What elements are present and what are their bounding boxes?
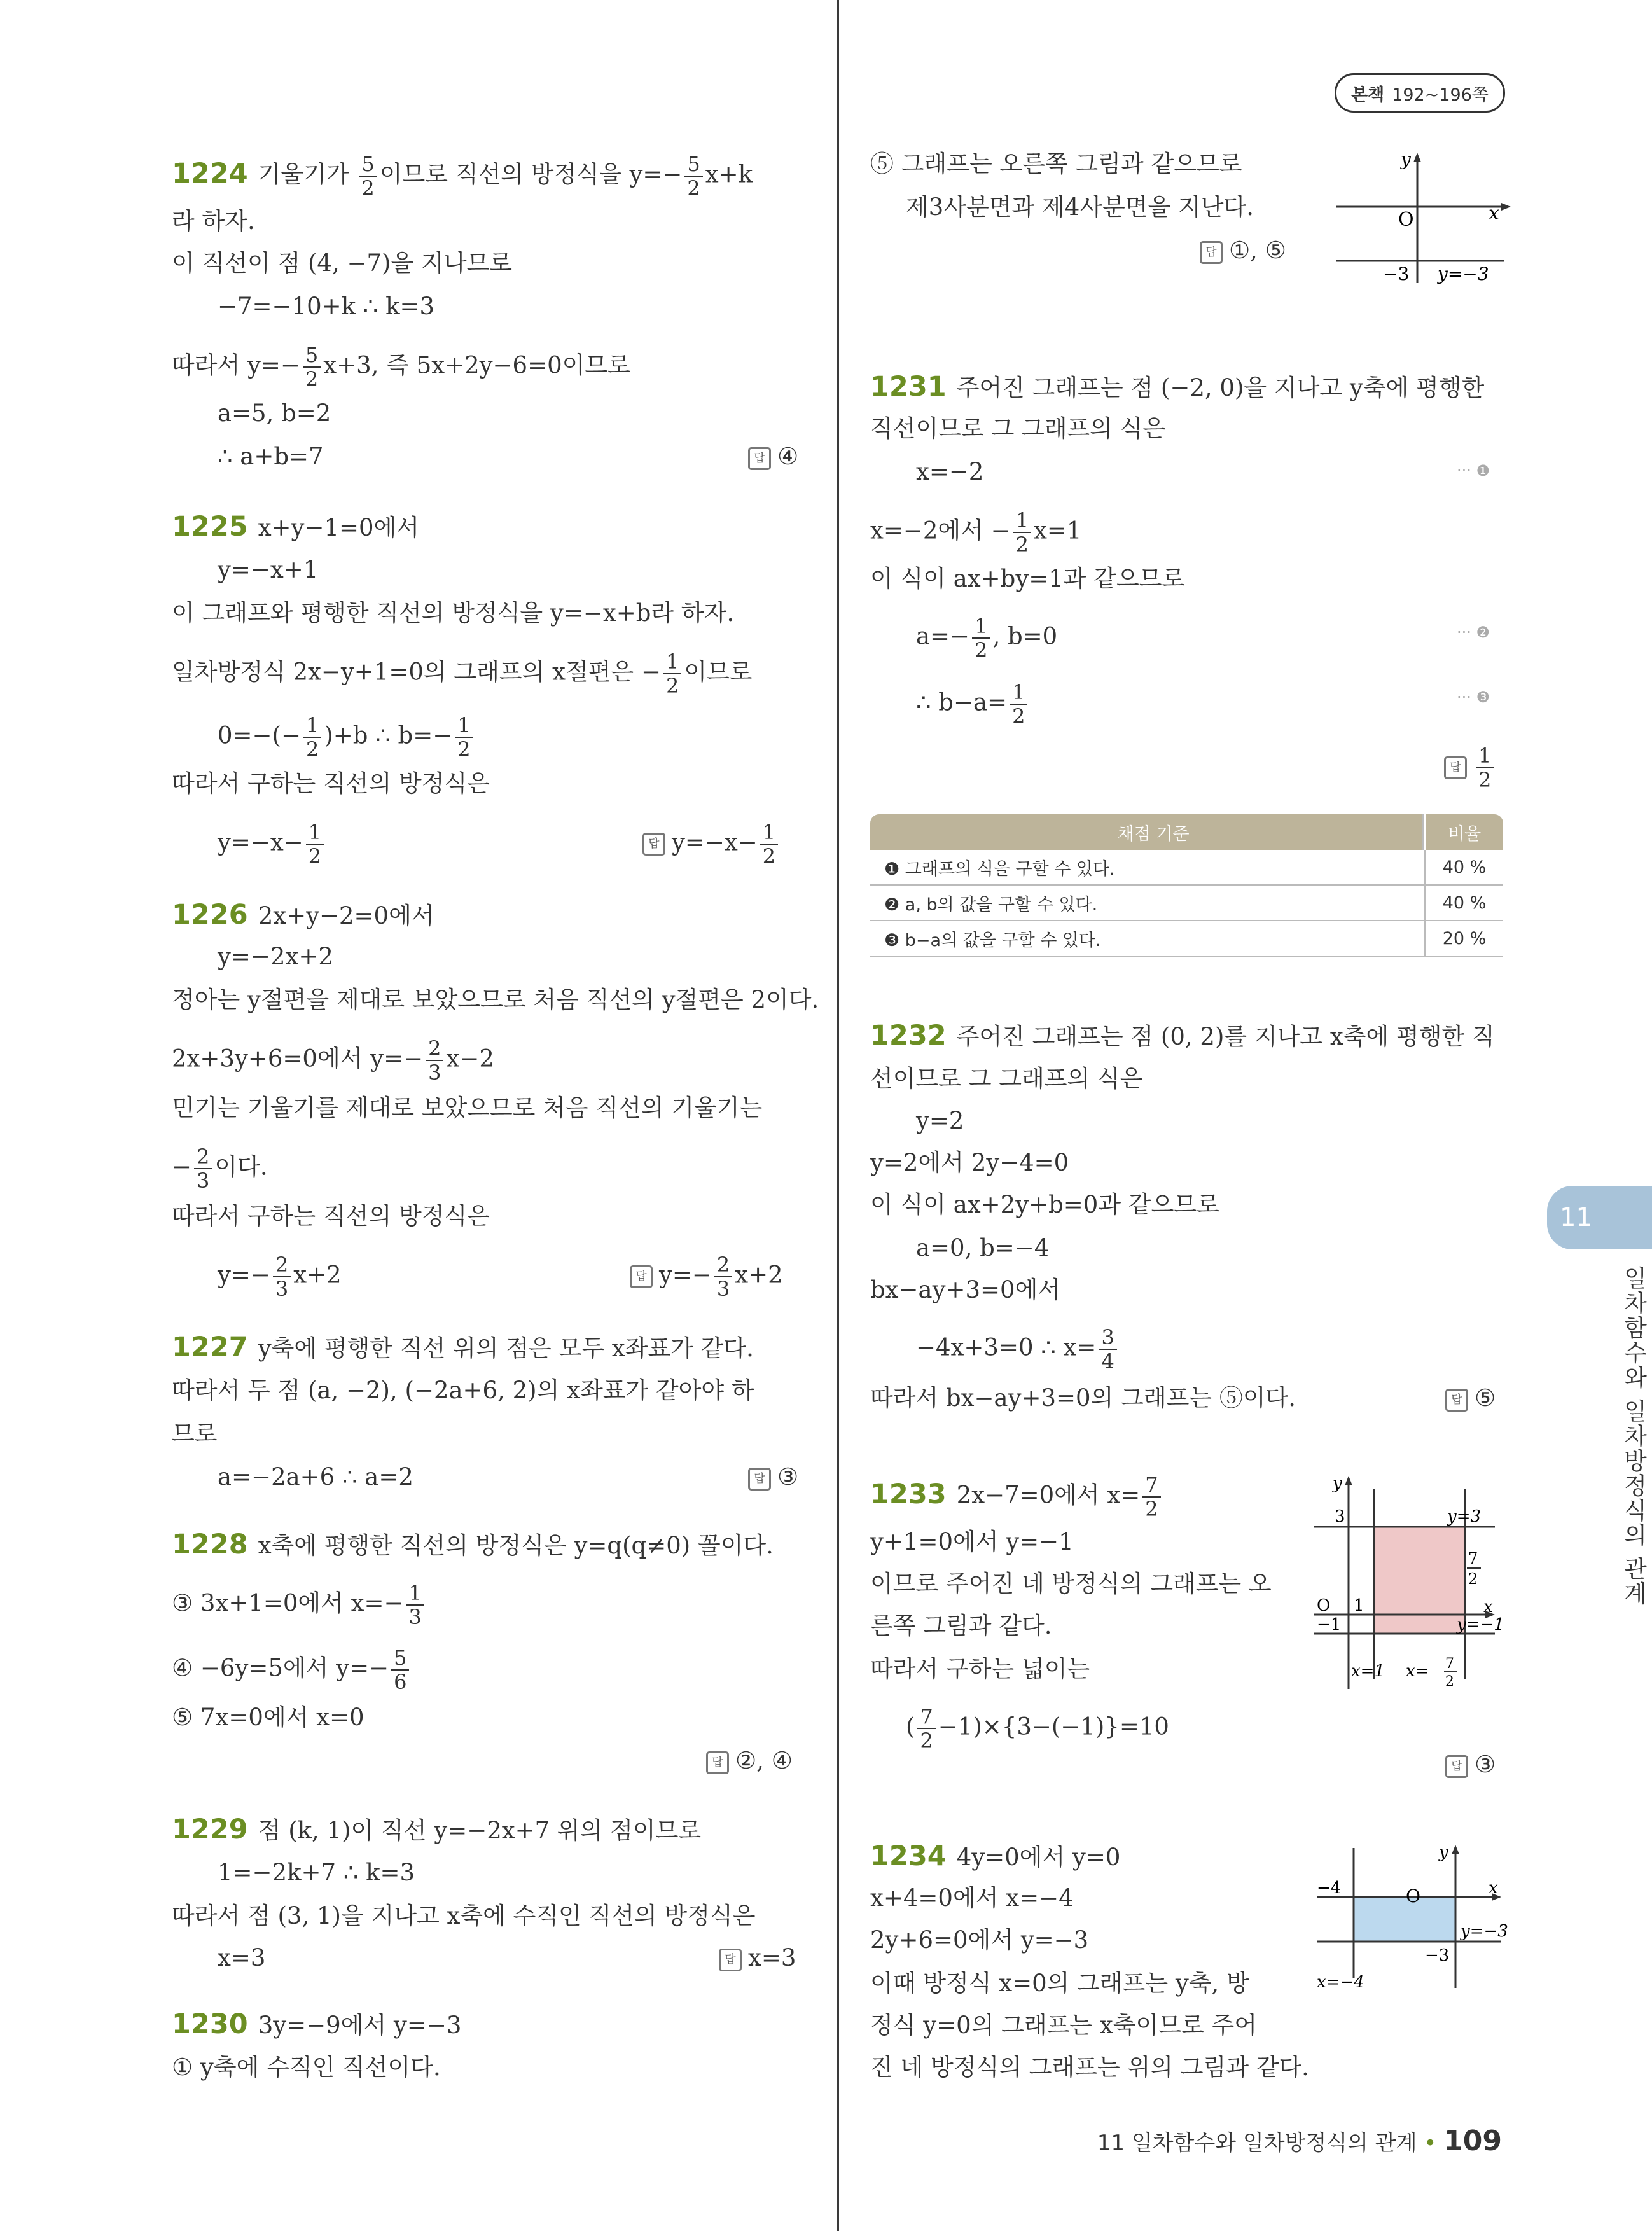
text-line: y=2 — [916, 1107, 964, 1134]
text-line: 이 식이 ax+by=1과 같으므로 — [870, 565, 1185, 592]
text-line: ∴ a+b=7 — [218, 443, 324, 470]
label-y-neg1: y=−1 — [1457, 1615, 1504, 1634]
text-line: bx−ay+3=0에서 — [870, 1276, 1061, 1303]
text-line: 므로 — [172, 1420, 218, 1447]
table-header: 채점 기준 — [870, 814, 1424, 850]
text-line: 따라서 구하는 직선의 방정식은 — [172, 770, 490, 797]
text-line: 라 하자. — [172, 207, 255, 235]
answer-1231: 답 $\frac{1}{2}$ — [1444, 744, 1496, 791]
p1232-line1: 1232 주어진 그래프는 점 (0, 2)를 지나고 x축에 평행한 직 — [870, 1020, 1495, 1052]
text-line: 이므로 주어진 네 방정식의 그래프는 오 — [870, 1570, 1272, 1597]
text-line: 따라서 점 (3, 1)을 지나고 x축에 수직인 직선의 방정식은 — [172, 1902, 756, 1929]
p1233-line1: 1233 2x−7=0에서 x= $\frac{7}{2}$ — [870, 1473, 1163, 1520]
label-x: x — [1489, 1879, 1498, 1898]
column-divider — [837, 0, 839, 2231]
footer-chapter: 11 일차함수와 일차방정식의 관계 — [1097, 2130, 1417, 2156]
answer-1230: 답 ①, ⑤ — [1200, 233, 1286, 268]
label-7: 7 — [1445, 1656, 1454, 1672]
answer-icon: 답 — [630, 1265, 653, 1288]
text-line: a=−2a+6 ∴ a=2 — [218, 1463, 413, 1491]
text-line: x+4=0에서 x=−4 — [870, 1884, 1074, 1912]
text-line: 이때 방정식 x=0의 그래프는 y축, 방 — [870, 1970, 1249, 1997]
answer-1226: 답 y=− $\frac{2}{3}$ x+2 — [630, 1253, 783, 1300]
answer-1233: 답 ③ — [1445, 1747, 1496, 1783]
text-line: −7=−10+k ∴ k=3 — [218, 293, 435, 320]
p1228-line2: ③ 3x+1=0에서 x=− $\frac{1}{3}$ — [172, 1581, 427, 1629]
answer-icon: 답 — [1445, 1755, 1468, 1778]
graph-1234 — [1310, 1838, 1514, 1998]
label-neg1: −1 — [1317, 1615, 1342, 1634]
table-header: 비율 — [1426, 814, 1503, 850]
p1234-line1: 1234 4y=0에서 y=0 — [870, 1840, 1121, 1872]
text-line: 진 네 방정식의 그래프는 위의 그림과 같다. — [870, 2054, 1309, 2081]
label-neg3: −3 — [1383, 263, 1410, 284]
p1227-line1: 1227 y축에 평행한 직선 위의 점은 모두 x좌표가 같다. — [172, 1331, 754, 1363]
text-line: 이 직선이 점 (4, −7)을 지나므로 — [172, 249, 512, 277]
label-x72: x= — [1406, 1662, 1429, 1681]
label-y: y — [1439, 1843, 1448, 1862]
y-axis-arrow-icon — [1413, 153, 1421, 162]
shaded-region — [1374, 1527, 1465, 1634]
text-line: 정식 y=0의 그래프는 x축이므로 주어 — [870, 2012, 1258, 2039]
p1226-line1: 1226 2x+y−2=0에서 — [172, 899, 434, 931]
label-y-neg3: y=−3 — [1461, 1922, 1508, 1941]
answer-icon: 답 — [748, 447, 771, 470]
label-neg4: −4 — [1317, 1879, 1342, 1898]
answer-icon: 답 — [1445, 1389, 1468, 1412]
answer-icon: 답 — [719, 1949, 742, 1971]
p1229-line1: 1229 점 (k, 1)이 직선 y=−2x+7 위의 점이므로 — [172, 1814, 702, 1845]
text-line: 2y+6=0에서 y=−3 — [870, 1926, 1089, 1954]
text-line: 른쪽 그림과 같다. — [870, 1612, 1052, 1639]
p1233-line6: ( $\frac{7}{2}$ −1)×{3−(−1)}=10 — [906, 1704, 1169, 1753]
p1226-line4: 2x+3y+6=0에서 y=− $\frac{2}{3}$ x−2 — [172, 1036, 494, 1085]
answer-icon: 답 — [642, 833, 665, 856]
p1226-line6: − $\frac{2}{3}$ 이다. — [172, 1144, 268, 1193]
p1225-line1: 1225 x+y−1=0에서 — [172, 511, 420, 543]
p1230-line1: 1230 3y=−9에서 y=−3 — [172, 2008, 462, 2040]
p1225-line5: 0=−(− $\frac{1}{2}$ )+b ∴ b=− $\frac{1}{2}$ — [218, 714, 476, 761]
chapter-title-vertical: 일차함수와 일차방정식의 관계 — [1620, 1266, 1647, 1606]
table-row: ❶ 그래프의 식을 구할 수 있다. 40 % — [870, 850, 1503, 886]
text-line: ⑤ 그래프는 오른쪽 그림과 같으므로 — [870, 150, 1242, 177]
p1228-line3: ④ −6y=5에서 y=− $\frac{5}{6}$ — [172, 1646, 412, 1693]
step-marker: ··· ❶ — [1457, 462, 1490, 480]
answer-1227: 답 ③ — [748, 1459, 798, 1495]
label-y3: y=3 — [1447, 1507, 1482, 1526]
page-number: 109 — [1443, 2125, 1502, 2157]
answer-1229: 답 x=3 — [719, 1940, 796, 1976]
step-marker: ··· ❷ — [1457, 623, 1490, 641]
label-x: x — [1483, 1597, 1493, 1616]
text-line: 이 식이 ax+2y+b=0과 같으므로 — [870, 1191, 1219, 1218]
label-neg3: −3 — [1425, 1946, 1450, 1965]
label-origin: O — [1317, 1596, 1331, 1615]
text-line: 선이므로 그 그래프의 식은 — [870, 1065, 1143, 1092]
label-x: x — [1489, 202, 1499, 225]
label-x1: x=1 — [1351, 1662, 1385, 1681]
p1226-line8: y=− $\frac{2}{3}$ x+2 — [218, 1253, 342, 1301]
text-line: a=0, b=−4 — [916, 1234, 1050, 1261]
answer-icon: 답 — [1444, 756, 1467, 779]
text-line: ⑤ 7x=0에서 x=0 — [172, 1704, 364, 1731]
p1228-line1: 1228 x축에 평행한 직선의 방정식은 y=q(q≠0) 꼴이다. — [172, 1529, 774, 1560]
reference-badge: 본책 192~196쪽 — [1335, 73, 1505, 113]
answer-icon: 답 — [1200, 241, 1223, 264]
text-line: y+1=0에서 y=−1 — [870, 1528, 1074, 1555]
shaded-region — [1354, 1897, 1455, 1942]
text-line: y=2에서 2y−4=0 — [870, 1149, 1069, 1176]
label-y: y — [1333, 1474, 1342, 1493]
label-2: 2 — [1445, 1674, 1454, 1690]
label-origin: O — [1398, 209, 1414, 231]
p1225-line7: y=−x− $\frac{1}{2}$ — [218, 821, 326, 868]
p1224-line1: 1224 기울기가 $\frac{5}{2}$ 이므로 직선의 방정식을 y=− $\frac{5}{2}$ x+k — [172, 152, 753, 200]
answer-1228: 답 ②, ④ — [706, 1743, 793, 1779]
chapter-tab[interactable]: 11 — [1547, 1186, 1652, 1249]
table-row: ❷ a, b의 값을 구할 수 있다. 40 % — [870, 886, 1503, 921]
text-line: 따라서 구하는 넓이는 — [870, 1655, 1090, 1683]
text-line: 제3사분면과 제4사분면을 지난다. — [906, 193, 1254, 221]
answer-1232: 답 ⑤ — [1445, 1380, 1496, 1416]
p1231-line1: 1231 주어진 그래프는 점 (−2, 0)을 지나고 y축에 평행한 — [870, 371, 1485, 403]
answer-1224: 답 ④ — [748, 439, 798, 475]
answer-icon: 답 — [706, 1751, 729, 1774]
label-line: y=−3 — [1438, 263, 1489, 284]
answer-1225: 답 y=−x− $\frac{1}{2}$ — [642, 821, 781, 868]
p1224-line5: 따라서 y=− $\frac{5}{2}$ x+3, 즉 5x+2y−6=0이므로 — [172, 343, 630, 391]
grading-table — [870, 814, 1503, 957]
p1232-line8: −4x+3=0 ∴ x= $\frac{3}{4}$ — [916, 1326, 1120, 1373]
text-line: ① y축에 수직인 직선이다. — [172, 2054, 441, 2081]
label-2: 2 — [1468, 1570, 1478, 1588]
text-line: a=5, b=2 — [218, 400, 331, 427]
text-line: x=−2 — [916, 458, 984, 485]
p1231-line6: a=− $\frac{1}{2}$ , b=0 — [916, 614, 1058, 662]
text-line: 이 그래프와 평행한 직선의 방정식을 y=−x+b라 하자. — [172, 599, 735, 627]
text-line: 민기는 기울기를 제대로 보았으므로 처음 직선의 기울기는 — [172, 1094, 763, 1122]
step-marker: ··· ❸ — [1457, 688, 1490, 706]
footer-bullet: • — [1424, 2130, 1437, 2156]
text-line: 직선이므로 그 그래프의 식은 — [870, 415, 1166, 442]
text-line: 정아는 y절편을 제대로 보았으므로 처음 직선의 y절편은 2이다. — [172, 986, 819, 1013]
label-origin: O — [1406, 1886, 1420, 1907]
text-line: y=−x+1 — [218, 556, 319, 583]
label-1: 1 — [1354, 1596, 1364, 1615]
text-line: 따라서 구하는 직선의 방정식은 — [172, 1202, 490, 1230]
label-3: 3 — [1335, 1507, 1345, 1526]
p1231-line4: x=−2에서 − $\frac{1}{2}$ x=1 — [870, 508, 1082, 557]
label-x-neg4: x=−4 — [1317, 1973, 1364, 1992]
table-row: ❸ b−a의 값을 구할 수 있다. 20 % — [870, 921, 1503, 957]
text-line: 따라서 bx−ay+3=0의 그래프는 ⑤이다. — [870, 1384, 1296, 1412]
graph-1233 — [1304, 1470, 1514, 1705]
text-line: 1=−2k+7 ∴ k=3 — [218, 1859, 415, 1886]
x-axis-arrow-icon — [1501, 203, 1511, 211]
label-y: y — [1401, 149, 1411, 170]
y-axis-arrow-icon — [1345, 1476, 1352, 1485]
text-line: x=3 — [218, 1944, 266, 1971]
label-7: 7 — [1468, 1550, 1478, 1567]
answer-icon: 답 — [748, 1468, 771, 1491]
text-line: 따라서 두 점 (a, −2), (−2a+6, 2)의 x좌표가 같아야 하 — [172, 1377, 754, 1404]
footer — [1097, 2125, 1502, 2157]
p1231-line7: ∴ b−a= $\frac{1}{2}$ — [916, 681, 1030, 728]
graph-1230 — [1329, 146, 1520, 293]
p1225-line4: 일차방정식 2x−y+1=0의 그래프의 x절편은 − $\frac{1}{2}$ 이므로 — [172, 650, 753, 698]
text-line: y=−2x+2 — [218, 943, 333, 970]
y-axis-arrow-icon — [1452, 1845, 1459, 1854]
